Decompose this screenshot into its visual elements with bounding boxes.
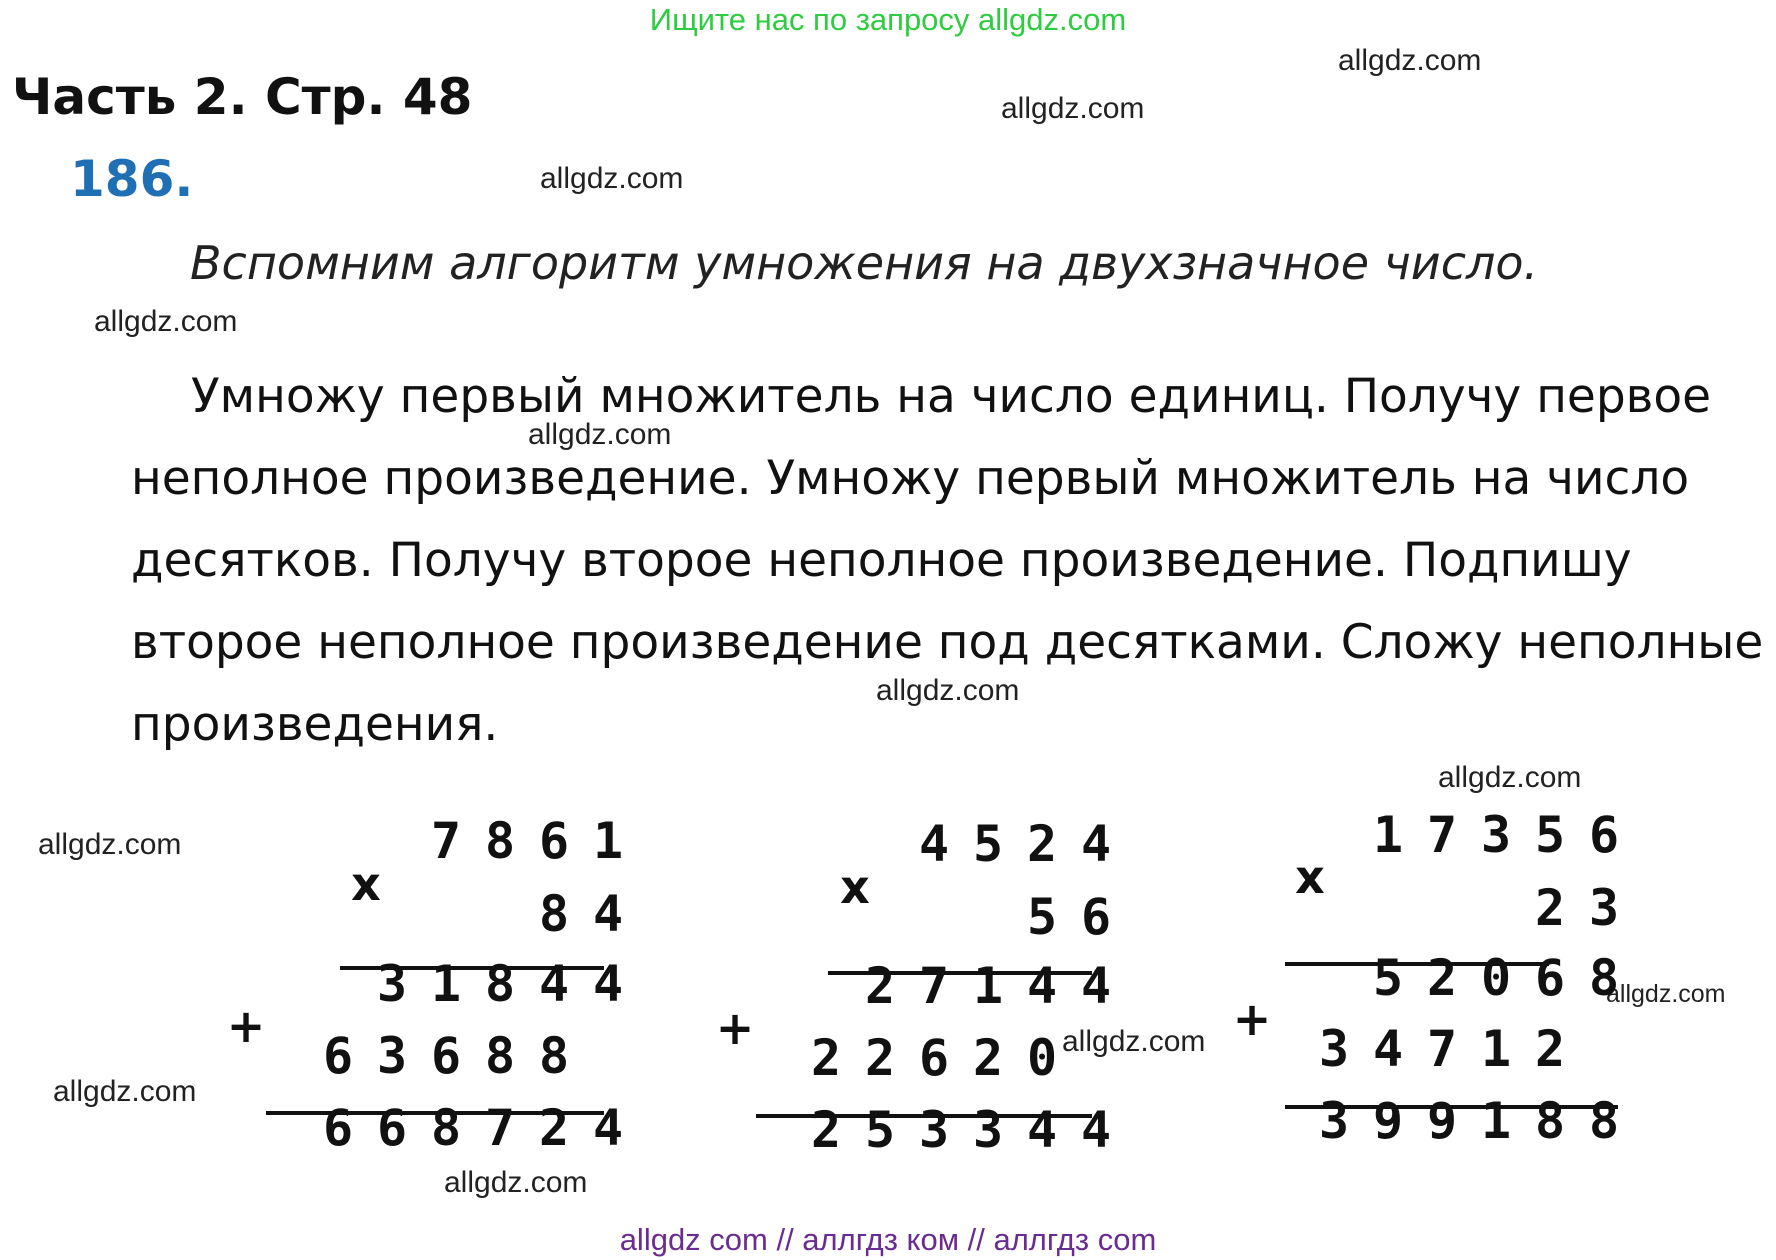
partial-product-1-digit: 4 [592,955,624,1013]
watermark: allgdz.com [1438,761,1582,794]
multiply-sign: x [840,860,870,914]
partial-product-2-digit: 2 [1534,1020,1566,1078]
multiply-sign: x [351,857,381,911]
multiplier-digit: 6 [1080,888,1112,946]
footer: allgdz com // аллгдз ком // аллгдз com [619,1222,1157,1257]
partial-product-1-digit: 4 [538,955,570,1013]
multiplier-digit: 3 [1588,879,1620,937]
partial-product-2-digit: 8 [484,1027,516,1085]
result-digit: 9 [1426,1092,1458,1150]
task-number: 186. [70,150,194,208]
multiplicand-digit: 6 [538,812,570,870]
partial-product-1-digit: 4 [1080,957,1112,1015]
plus-sign: + [1232,992,1272,1046]
partial-product-1-digit: 1 [430,955,462,1013]
partial-product-1-digit: 7 [918,957,950,1015]
partial-product-1-digit: 4 [1026,957,1058,1015]
multiply-sign: x [1295,850,1325,904]
watermark: allgdz.com [1606,980,1726,1008]
partial-product-2-digit: 3 [1318,1020,1350,1078]
multiplicand-digit: 2 [1026,815,1058,873]
result-digit: 8 [1534,1092,1566,1150]
watermark: allgdz.com [1001,92,1145,125]
watermark: allgdz.com [1338,44,1482,77]
partial-product-1-digit: 6 [1534,949,1566,1007]
result-digit: 8 [1588,1092,1620,1150]
multiplicand-digit: 8 [484,812,516,870]
result-digit: 6 [322,1099,354,1157]
watermark: allgdz.com [444,1166,588,1199]
partial-product-2-digit: 0 [1026,1029,1058,1087]
paragraph-line: второе неполное произведение под десятками. Сложу неполные [131,615,1764,670]
multiplicand-digit: 7 [1426,806,1458,864]
multiplicand-digit: 1 [592,812,624,870]
paragraph-line: Умножу первый множитель на число единиц. Получу первое [191,369,1712,424]
multiplier-digit: 8 [538,885,570,943]
plus-sign: + [226,999,266,1053]
paragraph-line: десятков. Получу второе неполное произведение. Подпишу [131,533,1632,588]
result-digit: 1 [1480,1092,1512,1150]
watermark: allgdz.com [53,1075,197,1108]
result-digit: 9 [1372,1092,1404,1150]
multiplier-digit: 4 [592,885,624,943]
partial-product-1-digit: 1 [972,957,1004,1015]
top-banner: Ищите нас по запросу allgdz.com [649,2,1127,37]
multiplier-digit: 5 [1026,888,1058,946]
partial-product-1-digit: 0 [1480,949,1512,1007]
result-digit: 2 [810,1101,842,1159]
result-digit: 3 [918,1101,950,1159]
partial-product-1-digit: 3 [376,955,408,1013]
watermark: allgdz.com [528,418,672,451]
multiplier-digit: 2 [1534,879,1566,937]
multiplicand-digit: 1 [1372,806,1404,864]
result-digit: 2 [538,1099,570,1157]
partial-product-2-digit: 6 [430,1027,462,1085]
partial-product-1-digit: 8 [1588,949,1620,1007]
multiplicand-digit: 3 [1480,806,1512,864]
paragraph-line: неполное произведение. Умножу первый множитель на число [131,451,1690,506]
watermark: allgdz.com [876,674,1020,707]
partial-product-1-digit: 2 [1426,949,1458,1007]
multiplicand-digit: 5 [972,815,1004,873]
partial-product-2-digit: 2 [810,1029,842,1087]
partial-product-2-digit: 4 [1372,1020,1404,1078]
result-digit: 8 [430,1099,462,1157]
result-digit: 6 [376,1099,408,1157]
page-title: Часть 2. Стр. 48 [12,68,473,126]
multiplicand-digit: 6 [1588,806,1620,864]
result-digit: 4 [1080,1101,1112,1159]
partial-product-1-digit: 5 [1372,949,1404,1007]
partial-product-2-digit: 7 [1426,1020,1458,1078]
partial-product-2-digit: 3 [376,1027,408,1085]
partial-product-2-digit: 8 [538,1027,570,1085]
watermark: allgdz.com [540,162,684,195]
multiplicand-digit: 7 [430,812,462,870]
result-digit: 3 [972,1101,1004,1159]
watermark: allgdz.com [38,828,182,861]
partial-product-2-digit: 6 [322,1027,354,1085]
result-digit: 4 [1026,1101,1058,1159]
watermark: allgdz.com [94,305,238,338]
partial-product-2-digit: 1 [1480,1020,1512,1078]
paragraph-line: произведения. [131,697,499,752]
partial-product-1-digit: 2 [864,957,896,1015]
partial-product-1-digit: 8 [484,955,516,1013]
result-digit: 3 [1318,1092,1350,1150]
partial-product-2-digit: 2 [864,1029,896,1087]
result-digit: 7 [484,1099,516,1157]
plus-sign: + [715,1001,755,1055]
partial-product-2-digit: 6 [918,1029,950,1087]
result-digit: 4 [592,1099,624,1157]
watermark: allgdz.com [1062,1025,1206,1058]
partial-product-2-digit: 2 [972,1029,1004,1087]
result-digit: 5 [864,1101,896,1159]
multiplicand-digit: 4 [1080,815,1112,873]
multiplicand-digit: 4 [918,815,950,873]
section-heading: Вспомним алгоритм умножения на двухзначное число. [190,236,1539,290]
multiplicand-digit: 5 [1534,806,1566,864]
